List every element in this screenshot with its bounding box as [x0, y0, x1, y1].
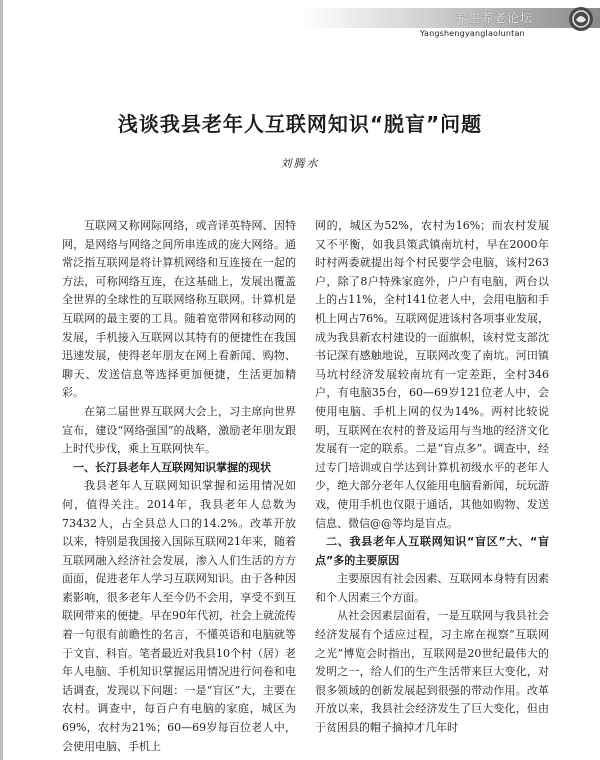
paragraph: 网的，城区为52%，农村为16%；而农村发展又不平衡，如我县策武镇南坑村，早在2000年时村两委就提出每个村民要学会电脑，该村263户，除了8户特殊家庭外，户户有电脑，两台以上的占11%，全村141位老人中，会用电脑和手机上网占76%。互联网促进该村各项事业发展，成为我县新农村建设的一面旗帜，该村党支部沈书记深有感触地说，互联网改变了南坑。河田镇马坑村经济发展较南坑有一定差距，全村346户，有电脑35台，60—69岁121位老人中，会使用电脑、手机上网的仅为14%。两村比较说明，互联网在农村的普及运用与当地的经济文化发展有一定的联系。二是“盲点多”。调查中，经过专门培训或自学达到计算机初级水平的老年人少，绝大部分老年人仅能用电脑看新闻，玩玩游戏，使用手机也仅限于通话，其他如购物、发送信息、微信@@等均是盲点。: [315, 219, 549, 530]
header-band: [300, 8, 600, 28]
section-subtitle: Yangshengyanglaoluntan: [420, 29, 525, 38]
section-title: 养生养老论坛: [455, 11, 534, 25]
paragraph: 我县老年人互联网知识掌握和运用情况如何，值得关注。2014年，我县老年人总数为73432人，占全县总人口的14.2%。改革开放以来，特别是我国接入国际互联网21年来，随着互联网融入经济社会发展，渗入人们生活的方方面面，促进老年人学习互联网知识。由于各种因素影响，很多老年人至今仍不会用，享受不到互联网带来的便捷。早在90年代初，社会上就流传着一句很有前瞻性的名言，不懂英语和电脑就等于文盲、科盲。笔者最近对我县10个村（居）老年人电脑、手机知识掌握运用情况进行问卷和电话调查，发现以下问题：一是“盲区”大，主要在农村。调查中，每百户有电脑的家庭，城区为69%，农村为21%；60—69岁每百位老人中，会使用电脑、手机上: [62, 479, 296, 753]
page-header: [0, 0, 600, 42]
article-title: 浅谈我县老年人互联网知识“脱盲”问题: [117, 112, 483, 137]
paragraph: 主要原因有社会因素、互联网本身特有因素和个人因素三个方面。: [315, 572, 549, 604]
paragraph: 互联网又称网际网络，或音译英特网、因特网，是网络与网络之间所串连成的庞大网络。通常泛指互联网是将计算机网络和互连接在一起的方法，可称网络互连，在这基础上，发展出覆盖全世界的全球性的互联网络称互联网。计算机是互联网的最主要的工具。随着宽带网和移动网的发展，手机接入互联网以其特有的便捷性在我国迅速发展，使得老年朋友在网上看新闻、购物、聊天、发送信息等选择更加便捷，生活更加精彩。: [62, 219, 296, 400]
right-column: [315, 217, 549, 738]
paragraph: 在第二届世界互联网大会上，习主席向世界宣布，建设“网络强国”的战略，激励老年朋友跟上时代步伐，乘上互联网快车。: [62, 404, 296, 456]
paragraph: 从社会因素层面看，一是互联网与我县社会经济发展有个适应过程，习主席在视察“互联网之光”博览会时指出，互联网是20世纪最伟大的发明之一，给人们的生产生活带来巨大变化，对很多领域的创新发展起到很强的带动作用。改革开放以来，我县社会经济发生了巨大变化，但由于贫困县的帽子摘掉才几年时: [315, 609, 549, 735]
circular-emblem-icon: [568, 6, 594, 32]
section-heading: 一、长汀县老年人互联网知识掌握的现状: [73, 460, 271, 474]
article-author: 刘腾水: [280, 157, 320, 170]
section-heading: 二、我县老年人互联网知识“盲区”大、“盲点”多的主要原因: [315, 535, 549, 567]
left-column: [62, 217, 296, 756]
